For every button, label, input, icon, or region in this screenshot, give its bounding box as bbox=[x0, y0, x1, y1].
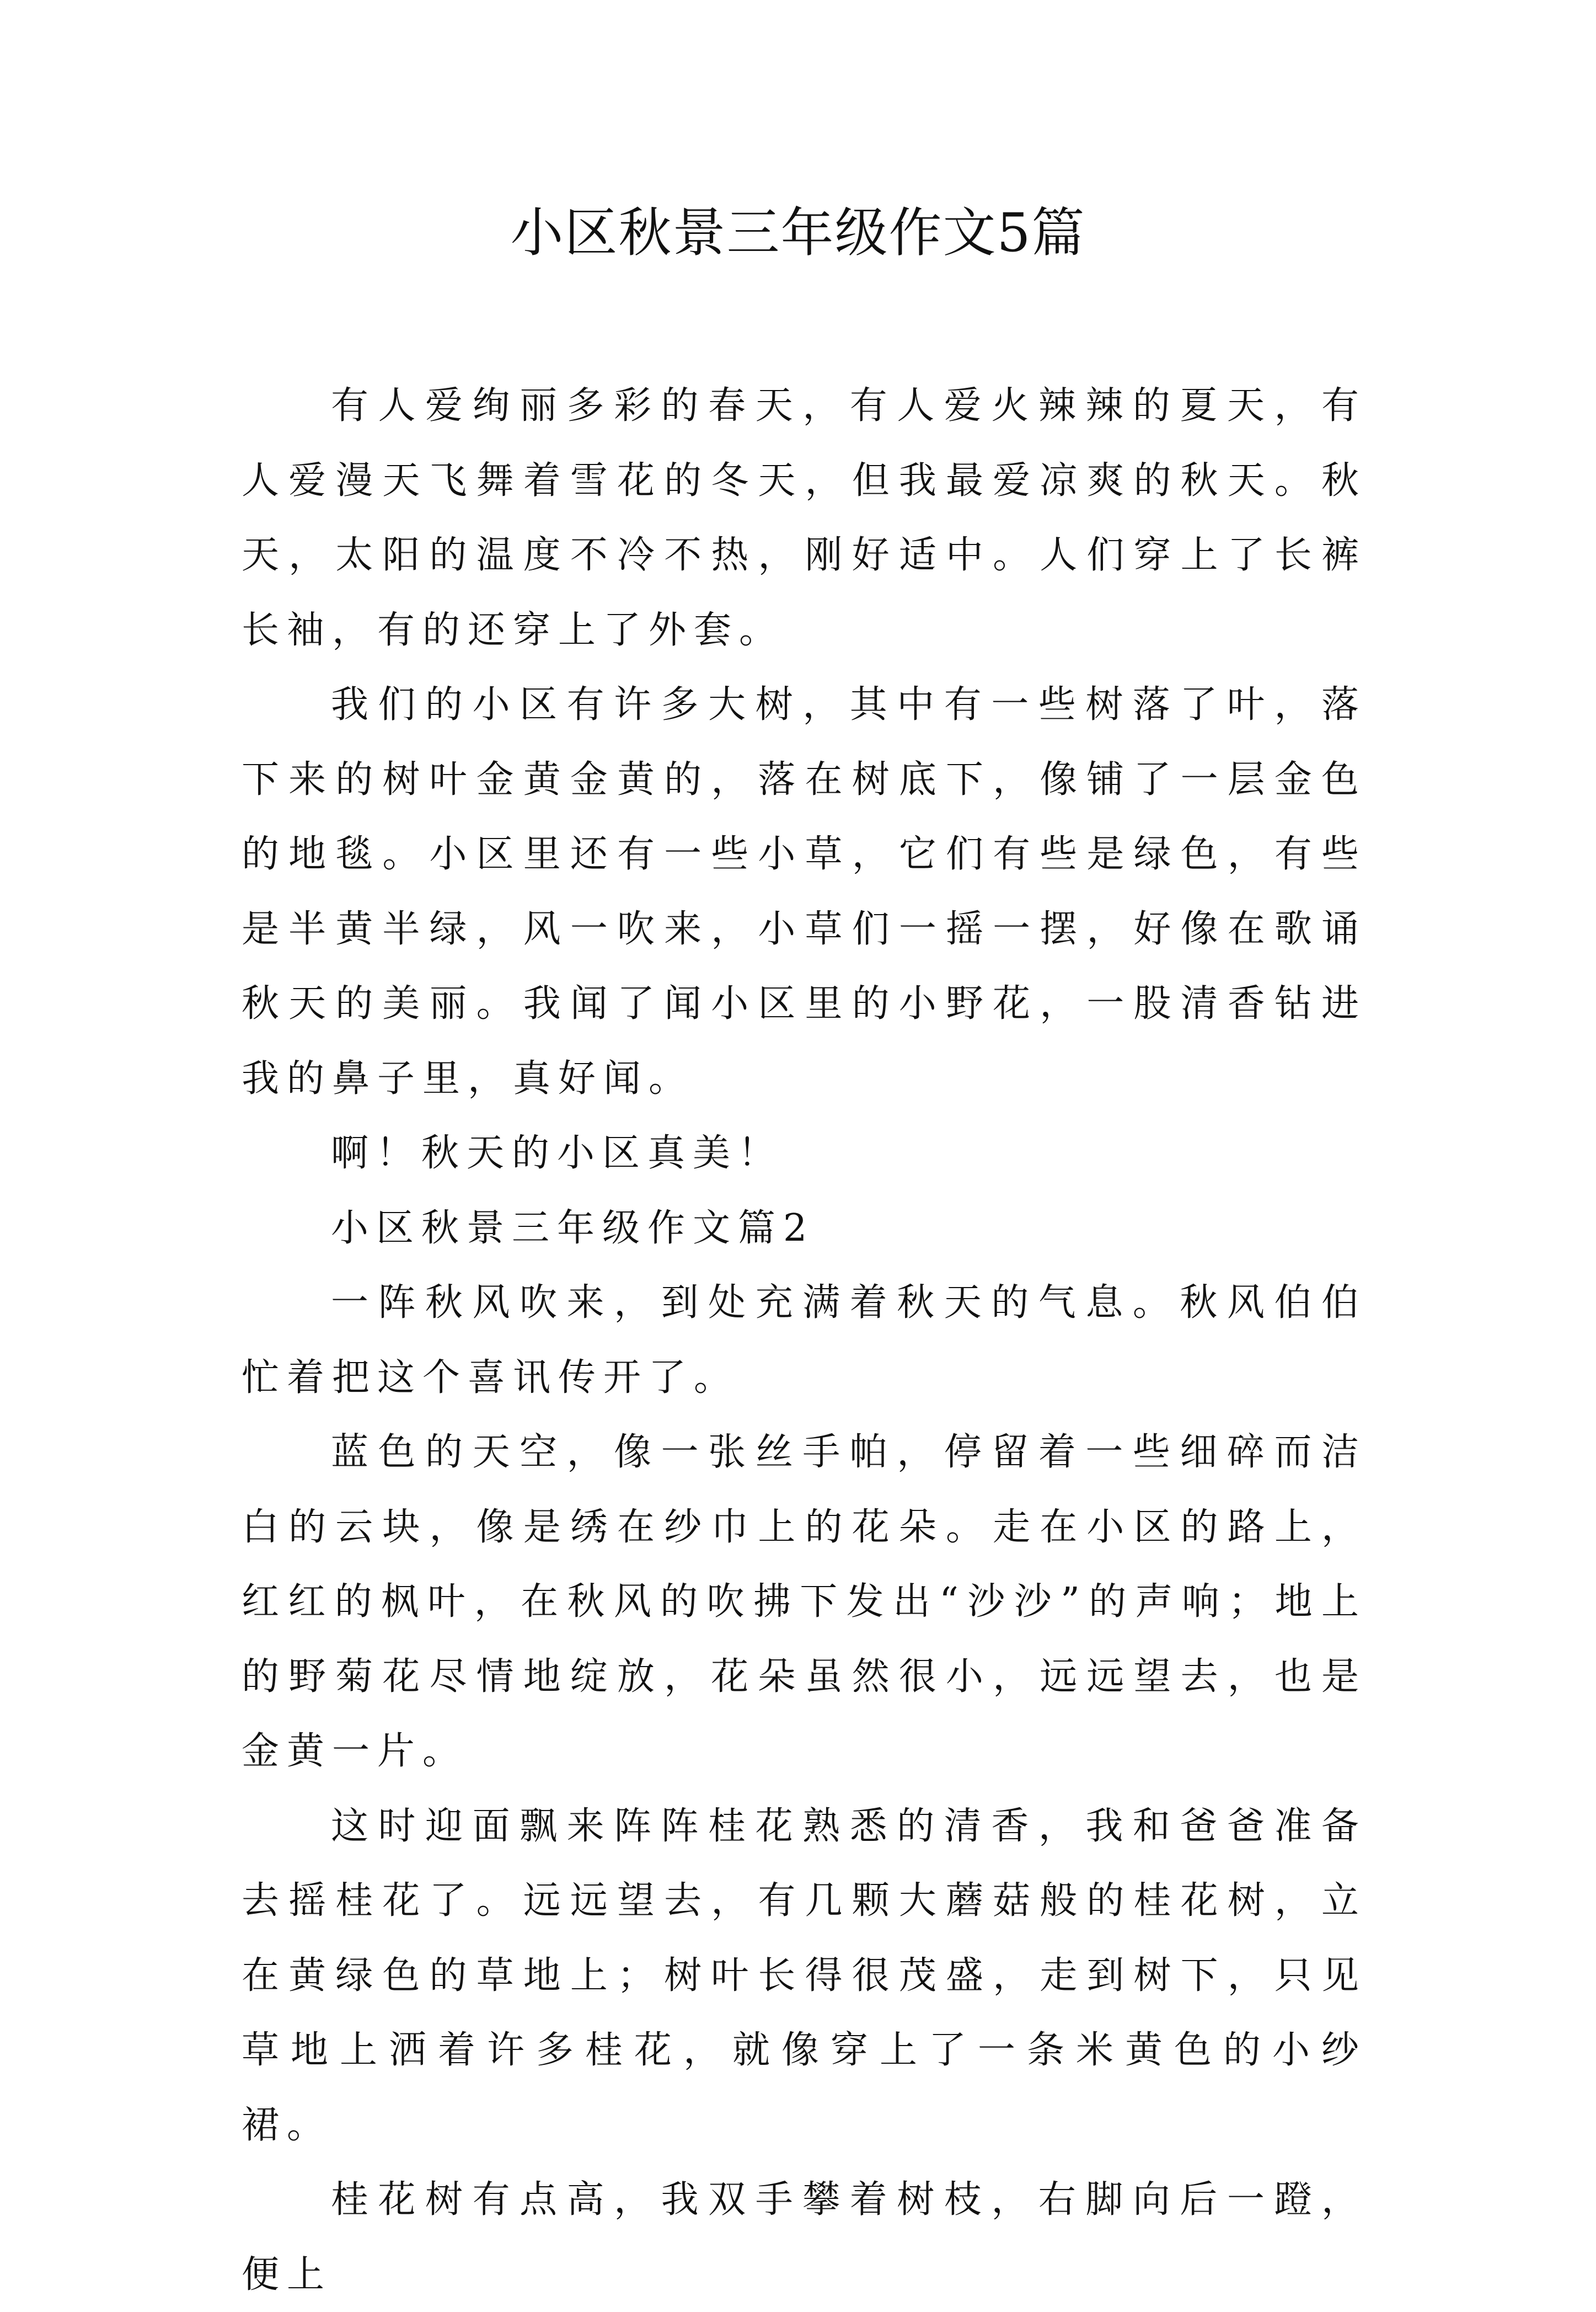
paragraph: 这时迎面飘来阵阵桂花熟悉的清香，我和爸爸准备去摇桂花了。远远望去，有几颗大蘑菇般的桂花树，立在黄绿色的草地上；树叶长得很茂盛，走到树下，只见草地上洒着许多桂花，就像穿上了一条米黄色的小纱裙。 bbox=[242, 1804, 1367, 2147]
paragraph: 有人爱绚丽多彩的春天，有人爱火辣辣的夏天，有人爱漫天飞舞着雪花的冬天，但我最爱凉爽的秋天。秋天，太阳的温度不冷不热，刚好适中。人们穿上了长裤长袖，有的还穿上了外套。 bbox=[242, 384, 1367, 652]
paragraph: 一阵秋风吹来，到处充满着秋天的气息。秋风伯伯忙着把这个喜讯传开了。 bbox=[242, 1281, 1367, 1400]
section-heading: 小区秋景三年级作文篇2 bbox=[331, 1206, 815, 1250]
paragraph: 啊！秋天的小区真美！ bbox=[331, 1131, 784, 1175]
document-body bbox=[242, 369, 1367, 2312]
paragraph: 桂花树有点高，我双手攀着树枝，右脚向后一蹬，便上 bbox=[242, 2178, 1367, 2297]
document-title: 小区秋景三年级作文5篇 bbox=[510, 202, 1086, 264]
paragraph: 我们的小区有许多大树，其中有一些树落了叶，落下来的树叶金黄金黄的，落在树底下，像铺了一层金色的地毯。小区里还有一些小草，它们有些是绿色，有些是半黄半绿，风一吹来，小草们一摇一摆，好像在歌诵秋天的美丽。我闻了闻小区里的小野花，一股清香钻进我的鼻子里，真好闻。 bbox=[242, 683, 1367, 1101]
paragraph: 蓝色的天空，像一张丝手帕，停留着一些细碎而洁白的云块，像是绣在纱巾上的花朵。走在小区的路上，红红的枫叶，在秋风的吹拂下发出“沙沙”的声响；地上的野菊花尽情地绽放，花朵虽然很小，远远望去，也是金黄一片。 bbox=[242, 1430, 1367, 1773]
